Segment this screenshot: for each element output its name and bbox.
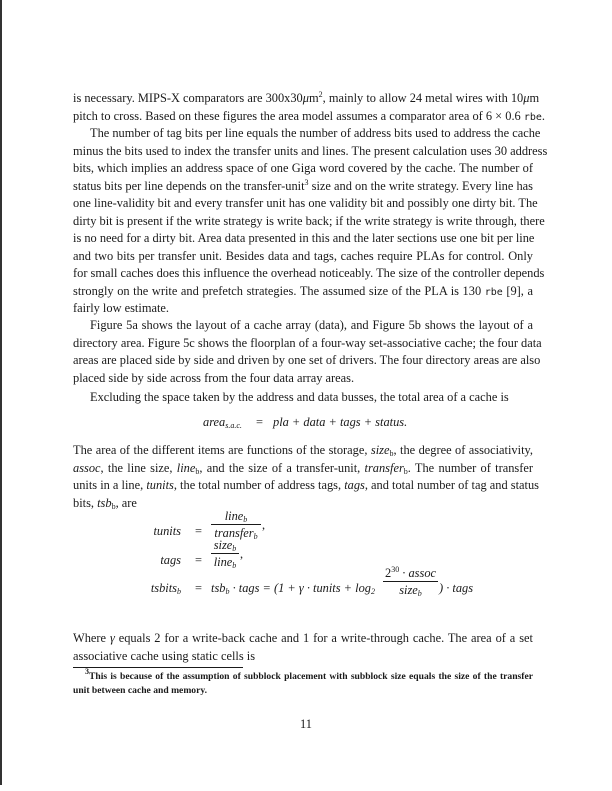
math-text: transfer (364, 460, 404, 475)
comma: , (262, 518, 266, 532)
fraction-bar (383, 581, 438, 582)
text-run: status bits per line depends on the transfer-unit (73, 178, 305, 193)
math-text: size (370, 443, 390, 457)
text-run: minus the bits used to index the transfer units and lines. The present calculation uses 30 address (73, 143, 548, 158)
comma: , (240, 547, 244, 561)
equation-tail: ) · tags (439, 581, 474, 595)
denominator-text: transfer (214, 526, 254, 540)
text-run: equals 2 for a write-back cache and 1 for a write-through cache. The area of a set (114, 631, 533, 645)
text-line (73, 161, 533, 175)
equation-rhs (211, 581, 375, 596)
text-line (73, 249, 533, 263)
subscript: b (195, 466, 200, 476)
math-text: μ (302, 91, 309, 105)
math-text: tunits (146, 478, 174, 492)
denominator-subscript: b (232, 561, 237, 570)
text-line (90, 318, 533, 332)
denominator (383, 583, 438, 597)
fraction-bar (211, 524, 261, 525)
text-run: , mainly to allow 24 metal wires with 10 (322, 91, 524, 105)
footnote-rule (73, 667, 243, 668)
text-run: , and the size of a transfer-unit, (199, 460, 365, 475)
numerator-text: size (213, 538, 233, 552)
footnote-text: This is because of the assumption of subblock placement with subblock size equals the size of the transfer (89, 671, 533, 682)
numerator-subscript: b (243, 515, 248, 524)
text-run: pitch to cross. Based on these figures the area model assumes a comparator area of 6 × 0.6 (73, 108, 524, 123)
text-line (73, 371, 533, 385)
numerator (211, 509, 261, 523)
text-line (73, 649, 533, 663)
footnote-mark: 3 (85, 667, 89, 676)
text-line (73, 196, 538, 210)
text-run: The number of tag bits per line equals the number of address bits used to address the cache (90, 126, 541, 140)
text-run: , the line size, (100, 460, 177, 475)
unit-text: rbe (523, 111, 542, 123)
text-run: , and total number of tag and status (364, 478, 539, 492)
page-edge (0, 0, 2, 785)
math-text: line (176, 460, 196, 475)
rhs-text: tsb (211, 581, 226, 595)
denominator-text: line (213, 555, 233, 569)
denominator-subscript: b (253, 532, 258, 541)
text-line (73, 461, 533, 475)
text-run: placed side by side across from the four data array areas. (73, 370, 355, 385)
equation-lhs (203, 415, 242, 430)
text-run: and two bits per transfer unit. Besides data and tags, caches require PLAs for control. Only (73, 248, 533, 263)
math-text: μ (523, 91, 530, 105)
text-run: . (541, 108, 546, 123)
text-line (73, 266, 545, 280)
rhs-subscript: b (225, 587, 230, 596)
text-run: m (529, 91, 540, 105)
text-run: m (308, 91, 319, 105)
equals-sign: = (195, 581, 202, 595)
equation-lhs: tags (160, 553, 181, 567)
text-line (73, 631, 533, 645)
numerator-exponent: 30 (391, 565, 400, 574)
equation-lhs (130, 581, 181, 596)
text-run: strongly on the write and prefetch strategies. The assumed size of the PLA is 130 (73, 283, 485, 298)
text-run: fairly low estimate. (73, 301, 169, 315)
fraction (211, 538, 239, 569)
lhs-text: tsbits (150, 581, 177, 595)
subscript: b (403, 466, 408, 476)
denominator (211, 555, 239, 569)
text-line (73, 108, 546, 125)
math-text: tags (344, 478, 365, 492)
numerator (211, 538, 239, 552)
rhs-text: · tags = (1 + γ · tunits + log (229, 581, 371, 595)
text-run: Figure 5a shows the layout of a cache array (data), and Figure 5b shows the layout of a (90, 318, 533, 332)
equals-sign: = (195, 553, 202, 567)
math-text: γ (109, 631, 115, 645)
fraction (383, 566, 438, 597)
text-run: , the total number of address tags, (173, 478, 345, 492)
denominator-subscript: b (417, 589, 422, 598)
text-run: is necessary. MIPS-X comparators are 300x30 (73, 91, 303, 105)
text-line (73, 143, 548, 158)
equation-lhs: tunits (153, 524, 181, 538)
numerator (383, 566, 438, 580)
subscript: b (389, 449, 394, 458)
unit-text: rbe (484, 286, 503, 298)
math-text: tsb (97, 495, 112, 510)
text-run: bits, which implies an address space of one Giga word covered by the cache. The number of (73, 161, 533, 175)
numerator-text: · assoc (399, 566, 437, 580)
text-line (73, 335, 542, 350)
text-run: [9], a (502, 283, 533, 298)
text-run: , the degree of associativity, (393, 443, 533, 457)
text-run: bits, (73, 495, 98, 510)
text-run: areas are placed side by side and driven by one set of drivers. The four directory areas are also (73, 353, 541, 367)
numerator-text: line (224, 509, 244, 523)
log-base: 2 (370, 587, 375, 596)
text-line (73, 231, 533, 245)
text-line (73, 301, 533, 315)
text-run: is no need for a dirty bit. Area data presented in this and the later sections use one bit per line (73, 231, 535, 245)
text-line (73, 179, 533, 193)
lhs-subscript: b (177, 587, 181, 596)
text-line (73, 213, 545, 228)
fraction (211, 509, 261, 540)
text-line (90, 126, 541, 140)
text-line (73, 496, 533, 510)
numerator-base: 2 (384, 566, 392, 580)
equation-rhs: pla + data + tags + status. (273, 415, 408, 429)
text-run: directory area. Figure 5c shows the floorplan of a four-way set-associative cache; the four data (73, 335, 542, 350)
equals-sign: = (256, 415, 263, 429)
text-run: , are (115, 495, 137, 510)
math-text: assoc (73, 460, 101, 475)
equals-sign: = (195, 524, 202, 538)
text-run: associative cache using static cells is (73, 648, 256, 663)
page-number: 11 (300, 717, 312, 731)
footnote-line (85, 667, 533, 683)
text-run: Excluding the space taken by the address and data busses, the total area of a cache is (90, 390, 509, 404)
text-run: Where (73, 631, 110, 645)
subscript: b (111, 501, 116, 511)
text-run: . The number of transfer (407, 460, 533, 475)
text-run: The area of the different items are functions of the storage, (73, 443, 371, 457)
text-line (90, 390, 533, 404)
text-run: size and on the write strategy. Every line has (308, 178, 533, 193)
lhs-subscript: s.a.c. (225, 421, 242, 430)
numerator-subscript: b (232, 544, 237, 553)
superscript: 3 (304, 177, 309, 187)
text-line (73, 443, 533, 457)
lhs-text: area (203, 415, 226, 429)
text-line (73, 284, 533, 300)
text-run: for small caches does this influence the overhead noticeably. The size of the controller depends (73, 266, 545, 280)
text-line (73, 90, 540, 105)
footnote-line: unit between cache and memory. (73, 685, 208, 696)
text-line (73, 478, 539, 492)
denominator-text: size (399, 583, 418, 597)
text-run: units in a line, (73, 478, 147, 492)
text-line (73, 353, 541, 367)
text-run: dirty bit is present if the write strategy is write back; if the write strategy is write through, there (73, 213, 545, 228)
superscript: 2 (318, 90, 323, 99)
fraction-bar (211, 553, 239, 554)
text-run: one line-validity bit and every transfer unit has one validity bit and possibly one dirty bit. The (73, 196, 538, 210)
